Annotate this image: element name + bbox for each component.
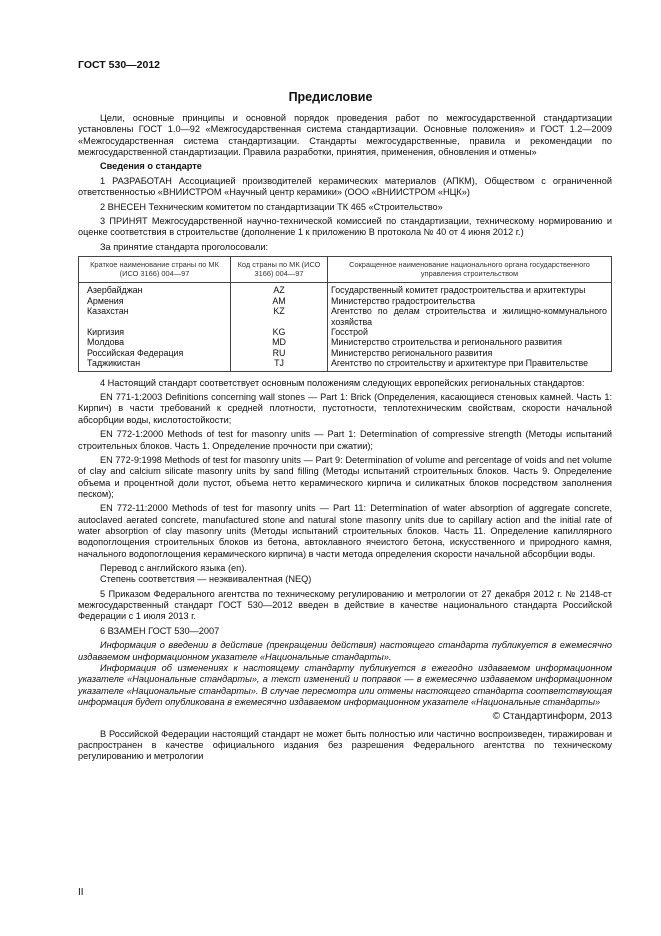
agency-name: Министерство регионального развития <box>328 348 612 358</box>
table-row <box>79 327 612 337</box>
agency-name: Агентство по строительству и архитектуре при Правительстве <box>328 358 612 371</box>
section-title: Предисловие <box>288 90 373 104</box>
table-row <box>79 358 612 371</box>
agency-name: Министерство строительства и регионального развития <box>328 337 612 347</box>
country-code: TJ <box>231 358 328 371</box>
paragraph: 2 ВНЕСЕН Техническим комитетом по стандартизации ТК 465 «Строительство» <box>100 201 443 212</box>
country-code: AZ <box>231 283 328 296</box>
paragraph: Перевод с английского языка (en). <box>100 563 247 574</box>
agency-name: Госстрой <box>328 327 612 337</box>
country-code: AM <box>231 296 328 306</box>
paragraph: 5 Приказом Федерального агентства по техническому регулированию и метрологии от 27 декабря 2012 г. № 2148-ст межгосударственный стандарт ГОСТ 530—2012 введен в действие в качестве национального стандарта Российской Федерации с 1 июля 2013 г. <box>78 588 612 622</box>
table-header-cell: Код страны по МК (ИСО 3166) 004—97 <box>231 257 328 283</box>
paragraph: 6 ВЗАМЕН ГОСТ 530—2007 <box>100 625 220 636</box>
paragraph: За принятие стандарта проголосовали: <box>100 241 269 252</box>
country-code: MD <box>231 337 328 347</box>
country-name: Российская Федерация <box>79 348 231 358</box>
page-number: II <box>78 887 84 898</box>
country-name: Казахстан <box>79 306 231 327</box>
paragraph: 3 ПРИНЯТ Межгосударственной научно-технической комиссией по стандартизации, техническому нормированию и оценке соответствия в строительстве (дополнение 1 к приложению В протокола № 40 от 4 июня 2012 г.) <box>78 216 612 238</box>
voting-table <box>78 256 612 371</box>
subheading: Сведения о стандарте <box>100 161 202 172</box>
table-row <box>79 283 612 296</box>
table-row <box>79 306 612 327</box>
copyright: © Стандартинформ, 2013 <box>492 711 612 723</box>
info-note: Информация о введении в действие (прекращении действия) настоящего стандарта публикуется в ежемесячно издаваемом информационном указателе «Национальные стандарты». <box>78 640 612 662</box>
country-name: Армения <box>79 296 231 306</box>
document-header: ГОСТ 530—2012 <box>78 59 161 71</box>
agency-name: Государственный комитет градостроительства и архитектуры <box>328 283 612 296</box>
paragraph: 1 РАЗРАБОТАН Ассоциацией производителей керамических материалов (АПКМ), Обществом с ограниченной ответственностью «ВНИИСТРОМ «Научный центр керамики» (ООО «ВНИИСТРОМ «НЦК») <box>78 175 612 198</box>
paragraph: Цели, основные принципы и основной порядок проведения работ по межгосударственной стандартизации установлены ГОСТ 1.0—92 «Межгосударственная система стандартизации. Основные положения» и ГОСТ 1.2—2009 «Межгосударственная система стандартизации. Стандарты межгосударственные, правила и рекомендации по межгосударственной стандартизации. Правила разработки, принятия, применения, обновления и отмены» <box>78 113 612 157</box>
table-header-row <box>79 257 612 283</box>
country-code: KZ <box>231 306 328 327</box>
standard-ref: EN 771-1:2003 Definitions concerning wall stones — Part 1: Brick (Определения, касающиеся стеновых камней. Часть 1: Кирпич) в части требований к средней плотности, пустотности, теплотехническим свойствам, скорости начальной абсорбции воды, кислотостойкости; <box>78 392 612 425</box>
table-row <box>79 348 612 358</box>
agency-name: Министерство градостроительства <box>328 296 612 306</box>
country-name: Молдова <box>79 337 231 347</box>
document-body <box>78 113 612 766</box>
table-row <box>79 296 612 306</box>
standard-ref: EN 772-11:2000 Methods of test for masonry units — Part 11: Determination of water absorption of aggregate concrete, autoclaved aerated concrete, manufactured stone and natural stone masonry units due to capillary action and the initial rate of water absorption of clay masonry units (Методы испытаний строительных блоков. Часть 11. Определение капиллярного водопоглощения строительных блоков из бетона, автоклавного ячеистого бетона, искусственного и природного камня, начального водопоглощения керамического кирпича) в части метода определения скорости начальной абсорбции воды. <box>78 503 612 559</box>
country-name: Азербайджан <box>79 283 231 296</box>
standard-ref: EN 772-1:2000 Methods of test for masonry units — Part 1: Determination of compressive strength (Методы испытаний строительных блоков. Часть 1. Определение прочности при сжатии); <box>78 429 612 451</box>
country-name: Таджикистан <box>79 358 231 371</box>
info-note: Информация об изменениях к настоящему стандарту публикуется в ежегодно издаваемом информационном указателе «Национальные стандарты», а текст изменений и поправок — в ежемесячно издаваемом информационном указателе «Национальные стандарты». В случае пересмотра или отмены настоящего стандарта соответствующая информация будет опубликована в ежемесячно издаваемом информационном указателе «Национальные стандарты» <box>78 662 612 707</box>
paragraph: Степень соответствия — неэквивалентная (NEQ) <box>100 574 312 585</box>
paragraph: В Российской Федерации настоящий стандарт не может быть полностью или частично воспроизведен, тиражирован и распространен в качестве официального издания без разрешения Федерального агентства по техническому регулированию и метрологии <box>78 728 612 762</box>
table-row <box>79 337 612 347</box>
table-header-cell: Краткое наименование страны по МК (ИСО 3166) 004—97 <box>79 257 231 283</box>
country-name: Киргизия <box>79 327 231 337</box>
country-code: RU <box>231 348 328 358</box>
agency-name: Агентство по делам строительства и жилищно-коммунального хозяйства <box>328 306 612 327</box>
standard-ref: EN 772-9:1998 Methods of test for masonry units — Part 9: Determination of volume and percentage of voids and net volume of clay and calcium silicate masonry units by sand filling (Методы испытаний строительных блоков. Часть 9. Определение объема и процентной доли пустот, объема нетто керамического кирпича и силикатных блоков посредством заполнения песком); <box>78 454 612 499</box>
country-code: KG <box>231 327 328 337</box>
paragraph: 4 Настоящий стандарт соответствует основным положениям следующих европейских региональных стандартов: <box>100 377 585 388</box>
table-header-cell: Сокращенное наименование национального органа государственного управления строительством <box>328 257 612 283</box>
